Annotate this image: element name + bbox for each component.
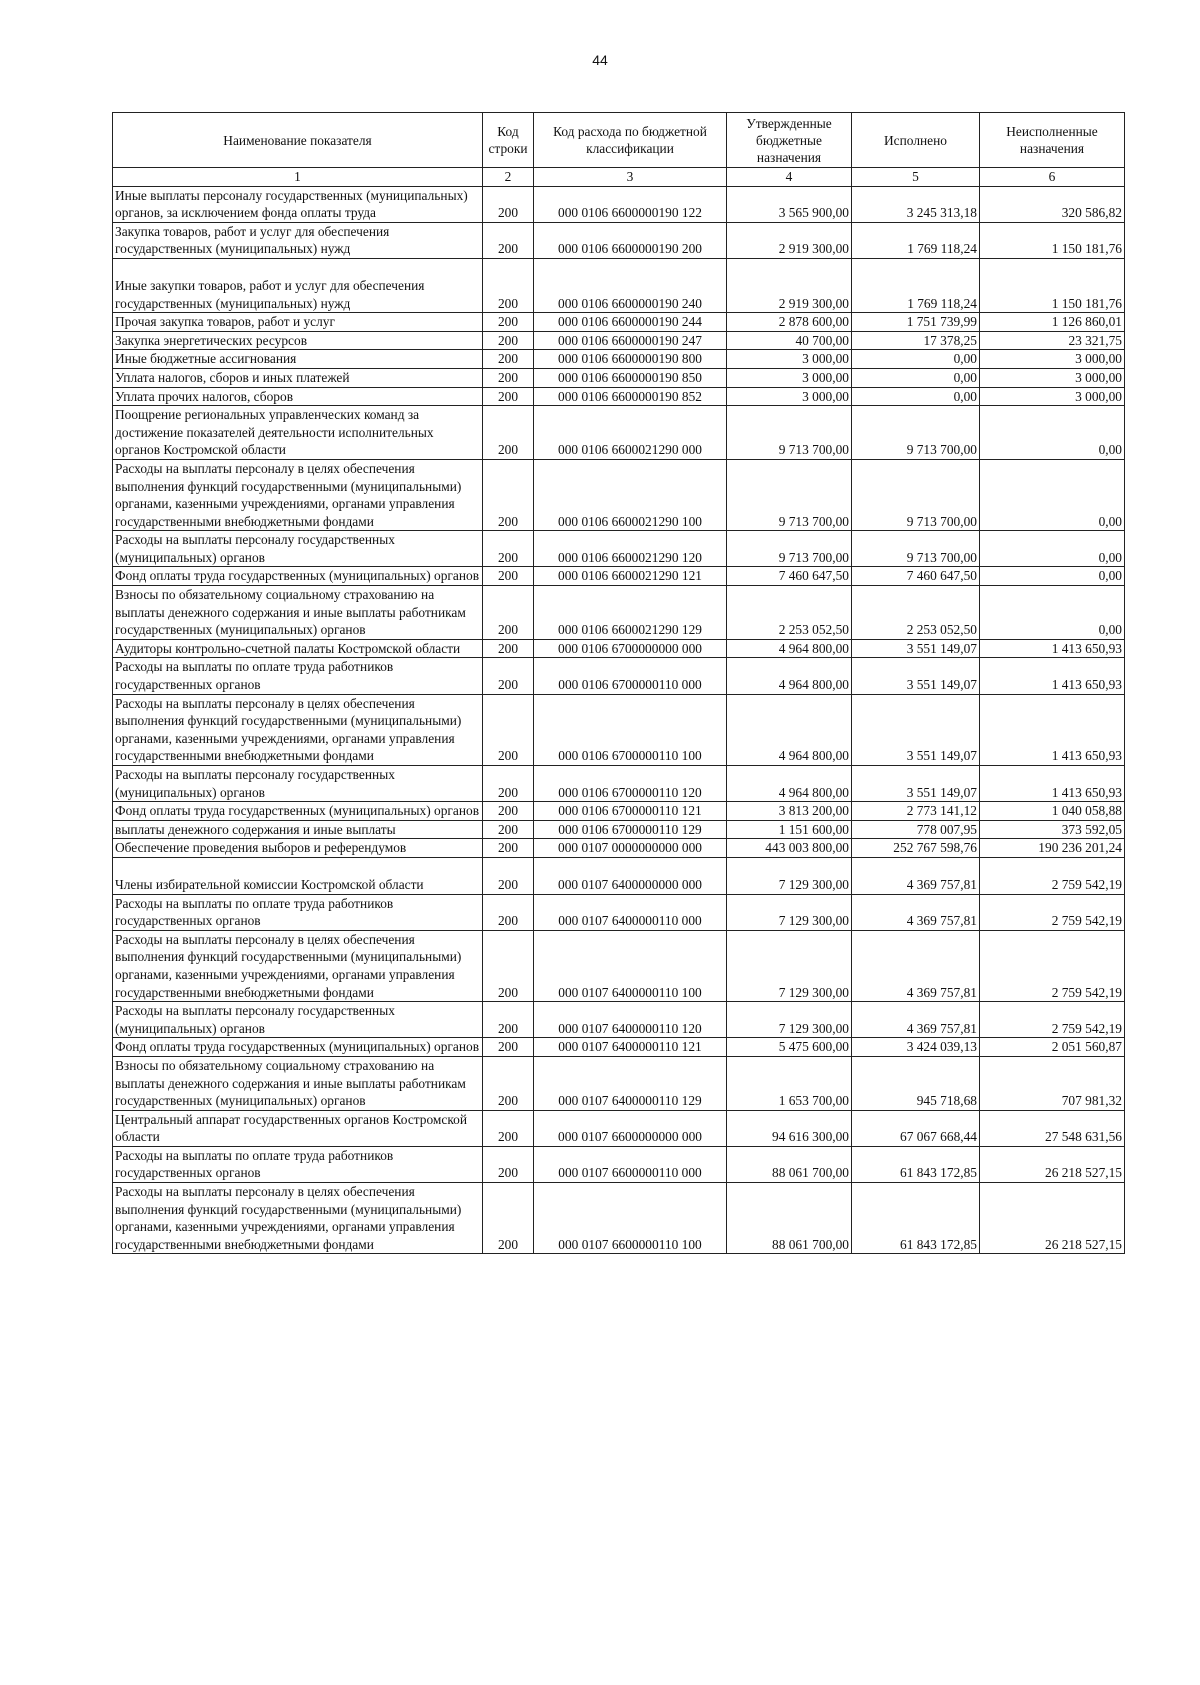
cell-line-code: 200 — [483, 258, 534, 312]
table-row — [113, 802, 1125, 821]
header-indicator-name: Наименование показателя — [113, 113, 483, 168]
cell-budget-code: 000 0107 6600000110 000 — [534, 1146, 727, 1182]
table-row — [113, 658, 1125, 694]
cell-unexecuted: 0,00 — [980, 406, 1125, 460]
table-row — [113, 639, 1125, 658]
cell-indicator-name: Расходы на выплаты по оплате труда работников государственных органов — [113, 658, 483, 694]
cell-line-code: 200 — [483, 186, 534, 222]
cell-executed: 3 551 149,07 — [852, 639, 980, 658]
cell-approved: 2 878 600,00 — [727, 313, 852, 332]
cell-unexecuted: 2 759 542,19 — [980, 857, 1125, 894]
cell-indicator-name: Фонд оплаты труда государственных (муниципальных) органов — [113, 802, 483, 821]
cell-approved: 9 713 700,00 — [727, 459, 852, 530]
cell-line-code: 200 — [483, 894, 534, 930]
cell-executed: 1 751 739,99 — [852, 313, 980, 332]
cell-unexecuted: 2 759 542,19 — [980, 894, 1125, 930]
table-row — [113, 1183, 1125, 1254]
table-row — [113, 459, 1125, 530]
cell-approved: 4 964 800,00 — [727, 694, 852, 765]
cell-executed: 17 378,25 — [852, 331, 980, 350]
column-number: 4 — [727, 168, 852, 187]
cell-indicator-name: Расходы на выплаты персоналу в целях обеспечения выполнения функций государственными (муниципальными) органами, казенными учреждениями, органами управления государственными внебюджетными фондами — [113, 930, 483, 1001]
cell-executed: 3 551 149,07 — [852, 694, 980, 765]
cell-line-code: 200 — [483, 331, 534, 350]
cell-budget-code: 000 0107 6400000110 100 — [534, 930, 727, 1001]
cell-approved: 5 475 600,00 — [727, 1038, 852, 1057]
cell-line-code: 200 — [483, 459, 534, 530]
cell-line-code: 200 — [483, 1002, 534, 1038]
cell-budget-code: 000 0107 6400000110 000 — [534, 894, 727, 930]
table-row — [113, 406, 1125, 460]
cell-executed: 0,00 — [852, 387, 980, 406]
table-row — [113, 222, 1125, 258]
budget-execution-table — [112, 112, 1125, 1254]
cell-approved: 4 964 800,00 — [727, 766, 852, 802]
cell-line-code: 200 — [483, 1056, 534, 1110]
cell-line-code: 200 — [483, 586, 534, 640]
cell-indicator-name: Расходы на выплаты персоналу в целях обеспечения выполнения функций государственными (муниципальными) органами, казенными учреждениями, органами управления государственными внебюджетными фондами — [113, 459, 483, 530]
cell-approved: 94 616 300,00 — [727, 1110, 852, 1146]
cell-approved: 7 460 647,50 — [727, 567, 852, 586]
cell-unexecuted: 1 413 650,93 — [980, 694, 1125, 765]
cell-approved: 88 061 700,00 — [727, 1146, 852, 1182]
column-number: 1 — [113, 168, 483, 187]
cell-approved: 1 653 700,00 — [727, 1056, 852, 1110]
cell-approved: 7 129 300,00 — [727, 857, 852, 894]
cell-unexecuted: 0,00 — [980, 586, 1125, 640]
column-number: 5 — [852, 168, 980, 187]
cell-budget-code: 000 0106 6600000190 852 — [534, 387, 727, 406]
cell-line-code: 200 — [483, 567, 534, 586]
cell-approved: 1 151 600,00 — [727, 820, 852, 839]
cell-budget-code: 000 0106 6700000000 000 — [534, 639, 727, 658]
cell-approved: 7 129 300,00 — [727, 1002, 852, 1038]
cell-indicator-name: Прочая закупка товаров, работ и услуг — [113, 313, 483, 332]
cell-executed: 4 369 757,81 — [852, 1002, 980, 1038]
cell-unexecuted: 320 586,82 — [980, 186, 1125, 222]
table-row — [113, 1038, 1125, 1057]
cell-approved: 3 000,00 — [727, 350, 852, 369]
cell-approved: 88 061 700,00 — [727, 1183, 852, 1254]
cell-line-code: 200 — [483, 820, 534, 839]
cell-unexecuted: 26 218 527,15 — [980, 1146, 1125, 1182]
table-row — [113, 368, 1125, 387]
header-row — [113, 113, 1125, 168]
cell-executed: 4 369 757,81 — [852, 857, 980, 894]
cell-line-code: 200 — [483, 930, 534, 1001]
cell-line-code: 200 — [483, 658, 534, 694]
cell-unexecuted: 0,00 — [980, 459, 1125, 530]
table-row — [113, 930, 1125, 1001]
cell-budget-code: 000 0107 6400000000 000 — [534, 857, 727, 894]
cell-indicator-name: Расходы на выплаты по оплате труда работников государственных органов — [113, 894, 483, 930]
table-row — [113, 186, 1125, 222]
cell-budget-code: 000 0106 6600000190 240 — [534, 258, 727, 312]
cell-executed: 4 369 757,81 — [852, 894, 980, 930]
table-row — [113, 1002, 1125, 1038]
cell-line-code: 200 — [483, 1110, 534, 1146]
cell-approved: 2 919 300,00 — [727, 258, 852, 312]
cell-approved: 2 919 300,00 — [727, 222, 852, 258]
cell-budget-code: 000 0107 6600000110 100 — [534, 1183, 727, 1254]
cell-indicator-name: Расходы на выплаты по оплате труда работников государственных органов — [113, 1146, 483, 1182]
cell-approved: 40 700,00 — [727, 331, 852, 350]
cell-executed: 945 718,68 — [852, 1056, 980, 1110]
cell-indicator-name: Закупка товаров, работ и услуг для обеспечения государственных (муниципальных) нужд — [113, 222, 483, 258]
cell-executed: 1 769 118,24 — [852, 222, 980, 258]
cell-approved: 3 813 200,00 — [727, 802, 852, 821]
cell-budget-code: 000 0107 6600000000 000 — [534, 1110, 727, 1146]
table-row — [113, 258, 1125, 312]
cell-budget-code: 000 0106 6700000110 100 — [534, 694, 727, 765]
table-body — [113, 186, 1125, 1254]
table-row — [113, 387, 1125, 406]
cell-indicator-name: Расходы на выплаты персоналу государственных (муниципальных) органов — [113, 1002, 483, 1038]
cell-executed: 4 369 757,81 — [852, 930, 980, 1001]
cell-unexecuted: 1 413 650,93 — [980, 639, 1125, 658]
cell-budget-code: 000 0106 6600021290 120 — [534, 531, 727, 567]
cell-approved: 4 964 800,00 — [727, 639, 852, 658]
table-row — [113, 313, 1125, 332]
cell-indicator-name: Фонд оплаты труда государственных (муниципальных) органов — [113, 567, 483, 586]
cell-line-code: 200 — [483, 531, 534, 567]
cell-executed: 3 424 039,13 — [852, 1038, 980, 1057]
table-row — [113, 820, 1125, 839]
cell-executed: 9 713 700,00 — [852, 531, 980, 567]
cell-indicator-name: выплаты денежного содержания и иные выплаты — [113, 820, 483, 839]
cell-approved: 2 253 052,50 — [727, 586, 852, 640]
cell-unexecuted: 2 051 560,87 — [980, 1038, 1125, 1057]
cell-executed: 0,00 — [852, 368, 980, 387]
cell-executed: 1 769 118,24 — [852, 258, 980, 312]
cell-indicator-name: Поощрение региональных управленческих команд за достижение показателей деятельности исполнительных органов Костромской области — [113, 406, 483, 460]
cell-indicator-name: Закупка энергетических ресурсов — [113, 331, 483, 350]
table-row — [113, 857, 1125, 894]
cell-line-code: 200 — [483, 766, 534, 802]
cell-unexecuted: 3 000,00 — [980, 387, 1125, 406]
table-row — [113, 1110, 1125, 1146]
cell-unexecuted: 1 150 181,76 — [980, 222, 1125, 258]
cell-executed: 9 713 700,00 — [852, 459, 980, 530]
cell-unexecuted: 1 413 650,93 — [980, 766, 1125, 802]
cell-indicator-name: Уплата налогов, сборов и иных платежей — [113, 368, 483, 387]
cell-line-code: 200 — [483, 313, 534, 332]
cell-line-code: 200 — [483, 406, 534, 460]
cell-budget-code: 000 0106 6700000110 000 — [534, 658, 727, 694]
table-row — [113, 1146, 1125, 1182]
column-number: 2 — [483, 168, 534, 187]
cell-unexecuted: 27 548 631,56 — [980, 1110, 1125, 1146]
cell-line-code: 200 — [483, 694, 534, 765]
cell-budget-code: 000 0106 6600021290 100 — [534, 459, 727, 530]
cell-unexecuted: 3 000,00 — [980, 350, 1125, 369]
table-row — [113, 766, 1125, 802]
cell-indicator-name: Аудиторы контрольно-счетной палаты Костромской области — [113, 639, 483, 658]
cell-indicator-name: Уплата прочих налогов, сборов — [113, 387, 483, 406]
cell-indicator-name: Иные закупки товаров, работ и услуг для обеспечения государственных (муниципальных) нужд — [113, 258, 483, 312]
header-approved: Утвержденные бюджетные назначения — [727, 113, 852, 168]
cell-approved: 3 000,00 — [727, 368, 852, 387]
cell-budget-code: 000 0107 0000000000 000 — [534, 839, 727, 858]
cell-line-code: 200 — [483, 387, 534, 406]
cell-unexecuted: 3 000,00 — [980, 368, 1125, 387]
cell-indicator-name: Иные выплаты персоналу государственных (муниципальных) органов, за исключением фонда оплаты труда — [113, 186, 483, 222]
cell-approved: 3 000,00 — [727, 387, 852, 406]
column-number: 3 — [534, 168, 727, 187]
cell-indicator-name: Расходы на выплаты персоналу в целях обеспечения выполнения функций государственными (муниципальными) органами, казенными учреждениями, органами управления государственными внебюджетными фондами — [113, 1183, 483, 1254]
cell-indicator-name: Фонд оплаты труда государственных (муниципальных) органов — [113, 1038, 483, 1057]
cell-line-code: 200 — [483, 802, 534, 821]
table-row — [113, 1056, 1125, 1110]
cell-line-code: 200 — [483, 1038, 534, 1057]
page-number: 44 — [592, 52, 608, 68]
cell-budget-code: 000 0106 6600000190 850 — [534, 368, 727, 387]
cell-line-code: 200 — [483, 368, 534, 387]
table-row — [113, 839, 1125, 858]
cell-executed: 778 007,95 — [852, 820, 980, 839]
cell-budget-code: 000 0106 6600021290 000 — [534, 406, 727, 460]
header-line-code: Код строки — [483, 113, 534, 168]
cell-executed: 61 843 172,85 — [852, 1146, 980, 1182]
cell-executed: 252 767 598,76 — [852, 839, 980, 858]
cell-budget-code: 000 0106 6700000110 121 — [534, 802, 727, 821]
header-executed: Исполнено — [852, 113, 980, 168]
table-row — [113, 586, 1125, 640]
column-number: 6 — [980, 168, 1125, 187]
cell-budget-code: 000 0106 6700000110 129 — [534, 820, 727, 839]
table-row — [113, 331, 1125, 350]
cell-executed: 7 460 647,50 — [852, 567, 980, 586]
cell-unexecuted: 373 592,05 — [980, 820, 1125, 839]
cell-budget-code: 000 0106 6600000190 122 — [534, 186, 727, 222]
cell-budget-code: 000 0106 6700000110 120 — [534, 766, 727, 802]
header-budget-code: Код расхода по бюджетной классификации — [534, 113, 727, 168]
cell-executed: 2 253 052,50 — [852, 586, 980, 640]
table-row — [113, 694, 1125, 765]
table-row — [113, 894, 1125, 930]
cell-budget-code: 000 0106 6600000190 247 — [534, 331, 727, 350]
cell-approved: 3 565 900,00 — [727, 186, 852, 222]
cell-indicator-name: Обеспечение проведения выборов и референдумов — [113, 839, 483, 858]
cell-budget-code: 000 0107 6400000110 129 — [534, 1056, 727, 1110]
cell-executed: 61 843 172,85 — [852, 1183, 980, 1254]
cell-approved: 9 713 700,00 — [727, 531, 852, 567]
table-row — [113, 531, 1125, 567]
cell-indicator-name: Члены избирательной комиссии Костромской области — [113, 857, 483, 894]
cell-executed: 67 067 668,44 — [852, 1110, 980, 1146]
cell-unexecuted: 1 413 650,93 — [980, 658, 1125, 694]
cell-unexecuted: 26 218 527,15 — [980, 1183, 1125, 1254]
cell-indicator-name: Расходы на выплаты персоналу государственных (муниципальных) органов — [113, 531, 483, 567]
cell-unexecuted: 0,00 — [980, 567, 1125, 586]
cell-unexecuted: 1 126 860,01 — [980, 313, 1125, 332]
cell-line-code: 200 — [483, 222, 534, 258]
cell-executed: 3 551 149,07 — [852, 658, 980, 694]
cell-indicator-name: Взносы по обязательному социальному страхованию на выплаты денежного содержания и иные выплаты работникам государственных (муниципальных) органов — [113, 1056, 483, 1110]
cell-budget-code: 000 0107 6400000110 121 — [534, 1038, 727, 1057]
cell-budget-code: 000 0106 6600000190 800 — [534, 350, 727, 369]
cell-indicator-name: Центральный аппарат государственных органов Костромской области — [113, 1110, 483, 1146]
cell-approved: 7 129 300,00 — [727, 894, 852, 930]
cell-unexecuted: 1 040 058,88 — [980, 802, 1125, 821]
cell-unexecuted: 2 759 542,19 — [980, 1002, 1125, 1038]
table-row — [113, 567, 1125, 586]
cell-indicator-name: Взносы по обязательному социальному страхованию на выплаты денежного содержания и иные выплаты работникам государственных (муниципальных) органов — [113, 586, 483, 640]
cell-unexecuted: 2 759 542,19 — [980, 930, 1125, 1001]
cell-approved: 443 003 800,00 — [727, 839, 852, 858]
cell-unexecuted: 707 981,32 — [980, 1056, 1125, 1110]
column-number-row — [113, 168, 1125, 187]
cell-indicator-name: Расходы на выплаты персоналу государственных (муниципальных) органов — [113, 766, 483, 802]
cell-budget-code: 000 0106 6600000190 244 — [534, 313, 727, 332]
cell-executed: 9 713 700,00 — [852, 406, 980, 460]
cell-line-code: 200 — [483, 350, 534, 369]
cell-budget-code: 000 0107 6400000110 120 — [534, 1002, 727, 1038]
cell-indicator-name: Расходы на выплаты персоналу в целях обеспечения выполнения функций государственными (муниципальными) органами, казенными учреждениями, органами управления государственными внебюджетными фондами — [113, 694, 483, 765]
cell-indicator-name: Иные бюджетные ассигнования — [113, 350, 483, 369]
cell-executed: 3 245 313,18 — [852, 186, 980, 222]
table-row — [113, 350, 1125, 369]
cell-line-code: 200 — [483, 639, 534, 658]
cell-executed: 0,00 — [852, 350, 980, 369]
cell-executed: 3 551 149,07 — [852, 766, 980, 802]
cell-approved: 7 129 300,00 — [727, 930, 852, 1001]
header-unexecuted: Неисполненные назначения — [980, 113, 1125, 168]
cell-unexecuted: 23 321,75 — [980, 331, 1125, 350]
cell-unexecuted: 0,00 — [980, 531, 1125, 567]
cell-line-code: 200 — [483, 1146, 534, 1182]
cell-approved: 4 964 800,00 — [727, 658, 852, 694]
cell-approved: 9 713 700,00 — [727, 406, 852, 460]
cell-budget-code: 000 0106 6600021290 129 — [534, 586, 727, 640]
cell-budget-code: 000 0106 6600021290 121 — [534, 567, 727, 586]
cell-line-code: 200 — [483, 857, 534, 894]
cell-unexecuted: 190 236 201,24 — [980, 839, 1125, 858]
cell-line-code: 200 — [483, 1183, 534, 1254]
cell-unexecuted: 1 150 181,76 — [980, 258, 1125, 312]
cell-line-code: 200 — [483, 839, 534, 858]
cell-executed: 2 773 141,12 — [852, 802, 980, 821]
cell-budget-code: 000 0106 6600000190 200 — [534, 222, 727, 258]
